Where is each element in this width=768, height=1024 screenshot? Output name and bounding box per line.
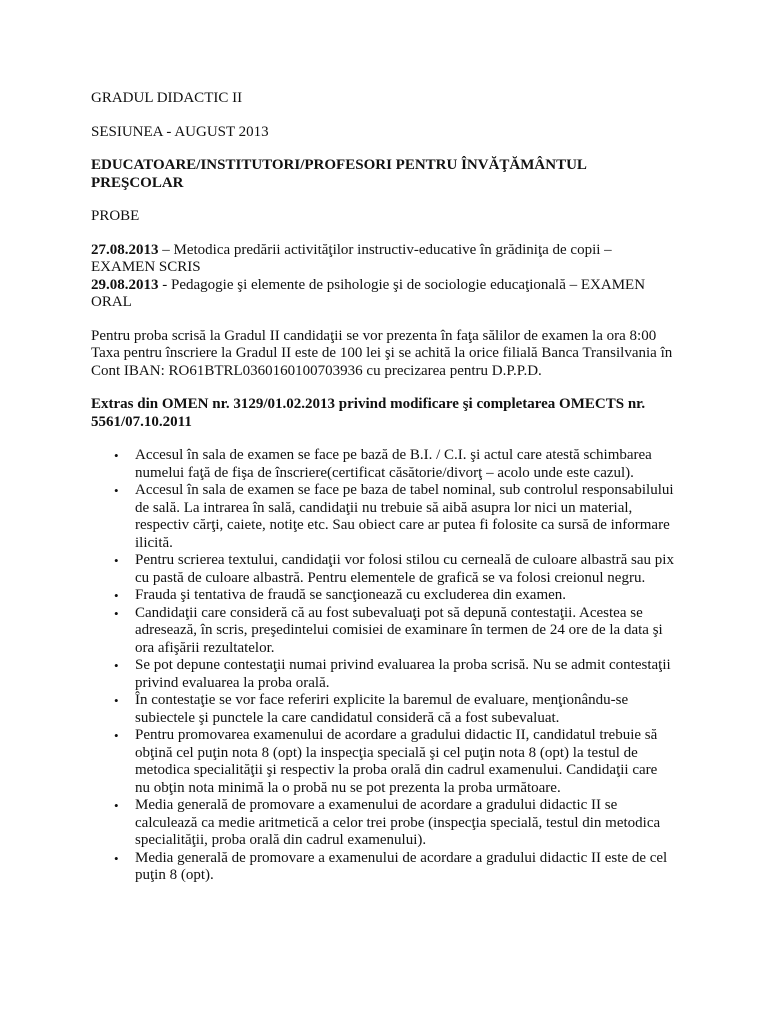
info-line: Taxa pentru înscriere la Gradul II este de 100 lei şi se achită la orice filială Banca Transilvania în: [91, 345, 673, 361]
bullet-icon: •: [114, 798, 119, 813]
bullet-icon: •: [114, 605, 119, 621]
info-line: Cont IBAN: RO61BTRL0360160100703936 cu precizarea pentru D.P.P.D.: [91, 362, 542, 379]
list-item: [114, 587, 688, 605]
session-line: SESIUNEA - AUGUST 2013: [91, 123, 269, 140]
document-title: GRADUL DIDACTIC II: [91, 90, 243, 106]
exam-date: 29.08.2013: [91, 276, 159, 293]
list-item: [114, 604, 688, 658]
rules-list: [91, 447, 688, 885]
document-heading: [91, 157, 688, 192]
list-item-line: privind evaluarea la proba orală.: [135, 674, 330, 691]
info-line: Pentru proba scrisă la Gradul II candidaţii se vor prezenta în faţa sălilor de examen la ora 8:00: [91, 327, 657, 344]
list-item: [114, 552, 688, 587]
list-item-line: Frauda şi tentativa de fraudă se sancţionează cu excluderea din examen.: [135, 587, 567, 603]
list-item-line: metodica specialităţii şi respectiv la proba orală din cadrul examenului. Candidaţii care: [135, 762, 658, 778]
extract-heading: [91, 396, 688, 431]
exam-description: – Metodica predării activităţilor instructiv-educative în grădiniţa de copii –: [158, 241, 612, 258]
extract-line-1: Extras din OMEN nr. 3129/01.02.2013 privind modificare şi completarea OMECTS nr.: [91, 396, 646, 412]
list-item-line: Se pot depune contestaţii numai privind evaluarea la proba scrisă. Nu se admit contestaţii: [135, 657, 671, 673]
bullet-icon: •: [114, 553, 119, 568]
exam-schedule: [91, 242, 688, 312]
list-item: [114, 482, 688, 552]
list-item-line: În contestaţie se vor face referiri explicite la baremul de evaluare, menţionându-se: [135, 692, 629, 708]
list-item-line: Accesul în sala de examen se face pe bază de B.I. / C.I. şi actul care atestă schimbarea: [135, 447, 652, 463]
exam-date: 27.08.2013: [91, 241, 159, 258]
list-item-line: Candidaţii care consideră că au fost subevaluaţi pot să depună contestaţii. Acestea se: [135, 604, 643, 621]
list-item-line: puţin 8 (opt).: [135, 867, 214, 883]
list-item-line: numelui faţă de fişa de înscriere(certificat căsătorie/divorţ – acolo unde este cazul).: [135, 464, 634, 481]
list-item-line: subiectele şi punctele la care candidatul consideră că a fost subevaluat.: [135, 709, 560, 726]
list-item-line: Media generală de promovare a examenului de acordare a gradului didactic II se: [135, 797, 618, 813]
bullet-icon: •: [114, 483, 119, 498]
heading-line-2: PREŞCOLAR: [91, 174, 184, 191]
list-item-line: respectiv cărţi, caiete, notiţe etc. Sau obiect care ar putea fi folosite ca sursă de informare: [135, 517, 670, 533]
bullet-icon: •: [114, 588, 119, 603]
list-item: [114, 657, 688, 692]
exam-description: - Pedagogie şi elemente de psihologie şi de sociologie educaţională – EXAMEN: [158, 276, 646, 293]
bullet-icon: •: [114, 658, 119, 673]
bullet-icon: •: [114, 693, 119, 708]
heading-line-1: EDUCATOARE/INSTITUTORI/PROFESORI PENTRU ÎNVĂŢĂMÂNTUL: [91, 157, 587, 173]
exam-type: EXAMEN SCRIS: [91, 259, 201, 275]
list-item-line: calculează ca medie aritmetică a celor trei probe (inspecţia specială, testul din metodica: [135, 814, 661, 831]
list-item-line: ilicită.: [135, 534, 173, 551]
list-item-line: specialităţii, proba orală din cadrul examenului).: [135, 832, 427, 848]
probe-label: PROBE: [91, 208, 140, 224]
list-item: [114, 727, 688, 797]
list-item-line: Accesul în sala de examen se face pe baza de tabel nominal, sub controlul responsabilului: [135, 482, 674, 498]
list-item: [114, 797, 688, 850]
list-item-line: Pentru scrierea textului, candidaţii vor folosi stilou cu cerneală de culoare albastră sau pix: [135, 552, 674, 568]
info-paragraph: [91, 328, 688, 381]
extract-line-2: 5561/07.10.2011: [91, 413, 192, 430]
list-item: [114, 447, 688, 482]
bullet-icon: •: [114, 448, 119, 463]
bullet-icon: •: [114, 850, 119, 866]
list-item-line: cu pastă de culoare albastră. Pentru elementele de grafică se va folosi creionul negru.: [135, 569, 646, 586]
list-item: [114, 849, 688, 885]
bullet-icon: •: [114, 728, 119, 743]
exam-entry-1: [91, 242, 688, 277]
list-item-line: de sală. La intrarea în sală, candidaţii nu trebuie să aibă asupra lor nici un material,: [135, 499, 633, 516]
list-item-line: adresează, în scris, preşedintelui comisiei de examinare în termen de 24 ore de la data şi: [135, 622, 663, 638]
list-item-line: Media generală de promovare a examenului de acordare a gradului didactic II este de cel: [135, 849, 668, 866]
list-item-line: obţină cel puţin nota 8 (opt) la inspecţia specială şi cel puţin nota 8 (opt) la testul de: [135, 744, 638, 761]
exam-type: ORAL: [91, 294, 132, 310]
list-item-line: ora afişării rezultatelor.: [135, 639, 275, 656]
list-item: [114, 692, 688, 727]
exam-entry-2: [91, 277, 688, 312]
list-item-line: nu obţin nota minimă la o probă nu se pot prezenta la proba următoare.: [135, 779, 561, 796]
list-item-line: Pentru promovarea examenului de acordare a gradului didactic II, candidatul trebuie să: [135, 727, 658, 743]
